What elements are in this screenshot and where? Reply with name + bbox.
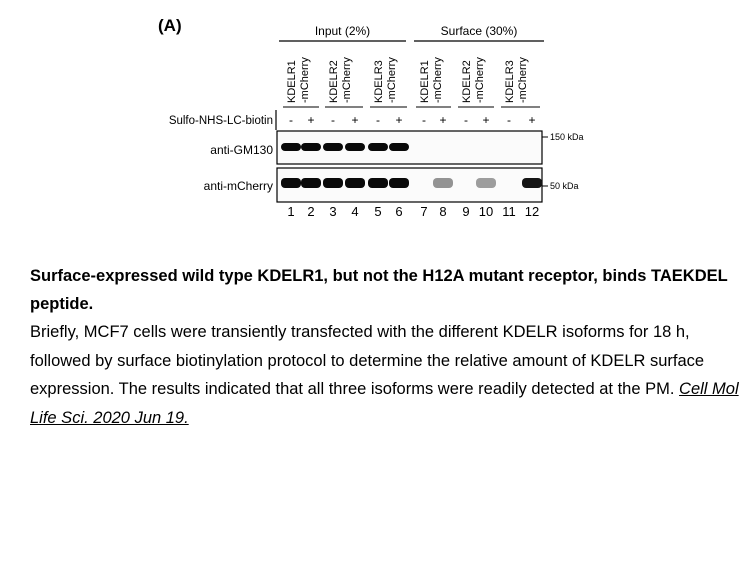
treatment-sign: + (307, 113, 315, 127)
lane-number: 2 (307, 204, 315, 219)
lane-name (328, 57, 353, 103)
treatment-signs (289, 113, 536, 127)
lane-numbers (287, 204, 539, 219)
blot-band (323, 143, 343, 151)
treatment-sign: - (289, 113, 293, 127)
lane-name (373, 57, 398, 103)
lane-name-line2: -mCherry (432, 57, 444, 103)
caption-title: Surface-expressed wild type KDELR1, but not the H12A mutant receptor, binds TAEKDEL peptide. (30, 267, 728, 313)
blot-band (281, 143, 301, 151)
lane-number: 1 (287, 204, 295, 219)
lane-number: 5 (374, 204, 382, 219)
blot-band (389, 143, 409, 151)
treatment-label: Sulfo-NHS-LC-biotin (168, 115, 273, 127)
lane-number: 3 (329, 204, 337, 219)
lane-name-line1: KDELR1 (419, 60, 431, 103)
molecular-weight-marker: 50 kDa (550, 181, 579, 191)
lane-number: 7 (420, 204, 428, 219)
treatment-sign: + (395, 113, 403, 127)
lane-number: 4 (351, 204, 359, 219)
treatment-sign: - (464, 113, 468, 127)
lane-number: 12 (524, 204, 540, 219)
lane-name (504, 57, 529, 103)
lane-name-line1: KDELR1 (286, 60, 298, 103)
lane-name-line2: -mCherry (517, 57, 529, 103)
blot-band (345, 143, 365, 151)
molecular-weight-marker: 150 kDa (550, 132, 584, 142)
lane-name-line1: KDELR2 (461, 60, 473, 103)
blot-band (522, 178, 542, 188)
treatment-sign: - (376, 113, 380, 127)
treatment-sign: - (422, 113, 426, 127)
lane-name (419, 57, 444, 103)
blot-band (301, 143, 321, 151)
lane-number: 8 (439, 204, 447, 219)
blot-antibody-label: anti-GM130 (210, 143, 273, 157)
lane-name-line2: -mCherry (474, 57, 486, 103)
group-header: Surface (30%) (440, 24, 518, 38)
lane-name-line1: KDELR3 (504, 60, 516, 103)
treatment-sign: - (331, 113, 335, 127)
lane-name-line2: -mCherry (386, 57, 398, 103)
blot-panels (204, 131, 584, 202)
lane-number: 11 (502, 204, 516, 219)
lane-name (461, 57, 486, 103)
blot-band (433, 178, 453, 188)
treatment-sign: - (507, 113, 511, 127)
lane-name-line2: -mCherry (299, 57, 311, 103)
blot-band (301, 178, 321, 188)
lane-number: 10 (478, 204, 494, 219)
panel-label: (A) (158, 16, 182, 35)
blot-antibody-label: anti-mCherry (203, 179, 273, 193)
blot-band (281, 178, 301, 188)
blot-band (368, 143, 388, 151)
citation-link[interactable]: Cell Mol Life Sci. 2020 Jun 19. (30, 380, 739, 427)
lane-name-line1: KDELR2 (328, 60, 340, 103)
group-headers (279, 24, 544, 41)
lane-number: 6 (395, 204, 403, 219)
blot-band (345, 178, 365, 188)
caption-body (30, 318, 746, 432)
treatment-sign: + (351, 113, 359, 127)
group-header: Input (2%) (314, 24, 371, 38)
lane-name-line1: KDELR3 (373, 60, 385, 103)
caption-text: Briefly, MCF7 cells were transiently transfected with the different KDELR isoforms for 18 h, followed by surface biotinylation protocol to determine the relative amount of KDELR surface expression. The results indicated that all three isoforms were readily detected at the PM. (30, 323, 705, 398)
blot-panel (204, 168, 579, 202)
lane-name-line2: -mCherry (341, 57, 353, 103)
blot-band (368, 178, 388, 188)
blot-band (323, 178, 343, 188)
treatment-sign: + (482, 113, 490, 127)
blot-band (389, 178, 409, 188)
lane-number: 9 (462, 204, 470, 219)
treatment-sign: + (528, 113, 536, 127)
western-blot-figure (0, 0, 756, 260)
figure-caption (30, 262, 746, 432)
blot-band (476, 178, 496, 188)
treatment-sign: + (439, 113, 447, 127)
lane-names (283, 57, 540, 107)
lane-name (286, 57, 311, 103)
blot-panel (210, 131, 583, 164)
